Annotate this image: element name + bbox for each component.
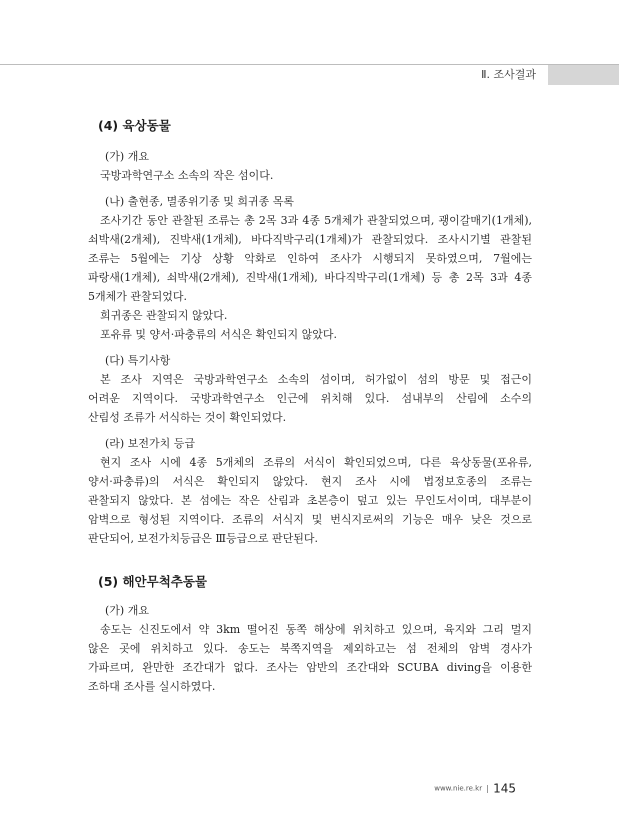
s4-notes-heading: (다) 특기사항 [105, 354, 171, 367]
text-line: 판단되어, 보전가치등급은 Ⅲ등급으로 판단된다. [88, 532, 318, 545]
text-line: 산림성 조류가 서식하는 것이 확인되었다. [88, 411, 287, 424]
text-line: 파랑새(1개체), 쇠박새(2개체), 진박새(1개체), 바다직박구리(1개체) 등 총 2목 3과 4종 [88, 271, 532, 284]
header-rule [0, 64, 619, 65]
text-line: 양서·파충류)의 서식은 확인되지 않았다. 현지 조사 시에 법정보호종의 조류는 [88, 475, 532, 488]
text-line: 조류는 5월에는 기상 상황 악화로 인하여 조사가 시행되지 못하였으며, 7월에는 [88, 252, 532, 265]
s4-mammal-text: 포유류 및 양서·파충류의 서식은 확인되지 않았다. [100, 328, 337, 341]
footer-url: www.nie.re.kr [434, 784, 483, 793]
page-number: 145 [493, 781, 516, 796]
s4-species-heading: (나) 출현종, 멸종위기종 및 희귀종 목록 [105, 195, 294, 208]
text-line: 어려운 지역이다. 국방과학연구소 인근에 위치해 있다. 섬내부의 산림에 소수의 [88, 392, 532, 405]
text-line: 가파르며, 완만한 조간대가 없다. 조사는 암반의 조간대와 SCUBA diving을 이용한 [88, 661, 532, 674]
s4-overview-heading: (가) 개요 [105, 150, 149, 163]
s5-overview-paragraph [88, 620, 532, 696]
section-5-title: (5) 해안무척추동물 [98, 574, 208, 589]
s4-grade-paragraph [88, 453, 532, 548]
page-footer [400, 778, 516, 794]
text-line: 암벽으로 형성된 지역이다. 조류의 서식지 및 번식지로써의 기능은 매우 낮은 것으로 [88, 513, 532, 526]
text-line: 조하대 조사를 실시하였다. [88, 680, 216, 693]
s4-species-paragraph [88, 211, 532, 306]
running-header: Ⅱ. 조사결과 [481, 68, 536, 81]
text-line: 본 조사 지역은 국방과학연구소 소속의 섬이며, 허가없이 섬의 방문 및 접근이 [100, 373, 532, 386]
text-line: 현지 조사 시에 4종 5개체의 조류의 서식이 확인되었으며, 다른 육상동물(포유류, [100, 456, 532, 469]
s5-overview-heading: (가) 개요 [105, 604, 149, 617]
s4-overview-text: 국방과학연구소 소속의 작은 섬이다. [100, 169, 274, 182]
s4-rare-species-text: 희귀종은 관찰되지 않았다. [100, 309, 228, 322]
page-content [88, 116, 532, 696]
text-line: 쇠박새(2개체), 진박새(1개체), 바다직박구리(1개체)가 관찰되었다. 조사시기별 관찰된 [88, 233, 532, 246]
text-line: 송도는 신진도에서 약 3km 떨어진 동쪽 해상에 위치하고 있으며, 육지와 그리 멀지 [100, 623, 532, 636]
footer-divider [487, 785, 488, 793]
text-line: 조사기간 동안 관찰된 조류는 총 2목 3과 4종 5개체가 관찰되었으며, 괭이갈매기(1개체), [100, 214, 532, 227]
s4-notes-paragraph [88, 370, 532, 427]
text-line: 5개체가 관찰되었다. [88, 290, 187, 303]
section-4-title: (4) 육상동물 [98, 118, 171, 133]
text-line: 않은 곳에 위치하고 있다. 송도는 북쪽지역을 제외하고는 섬 전체의 암벽 경사가 [88, 642, 532, 655]
text-line: 관찰되지 않았다. 본 섬에는 작은 산림과 초본층이 덮고 있는 무인도서이며, 대부분이 [88, 494, 532, 507]
header-tab-block [548, 65, 619, 85]
s4-grade-heading: (라) 보전가치 등급 [105, 437, 195, 450]
